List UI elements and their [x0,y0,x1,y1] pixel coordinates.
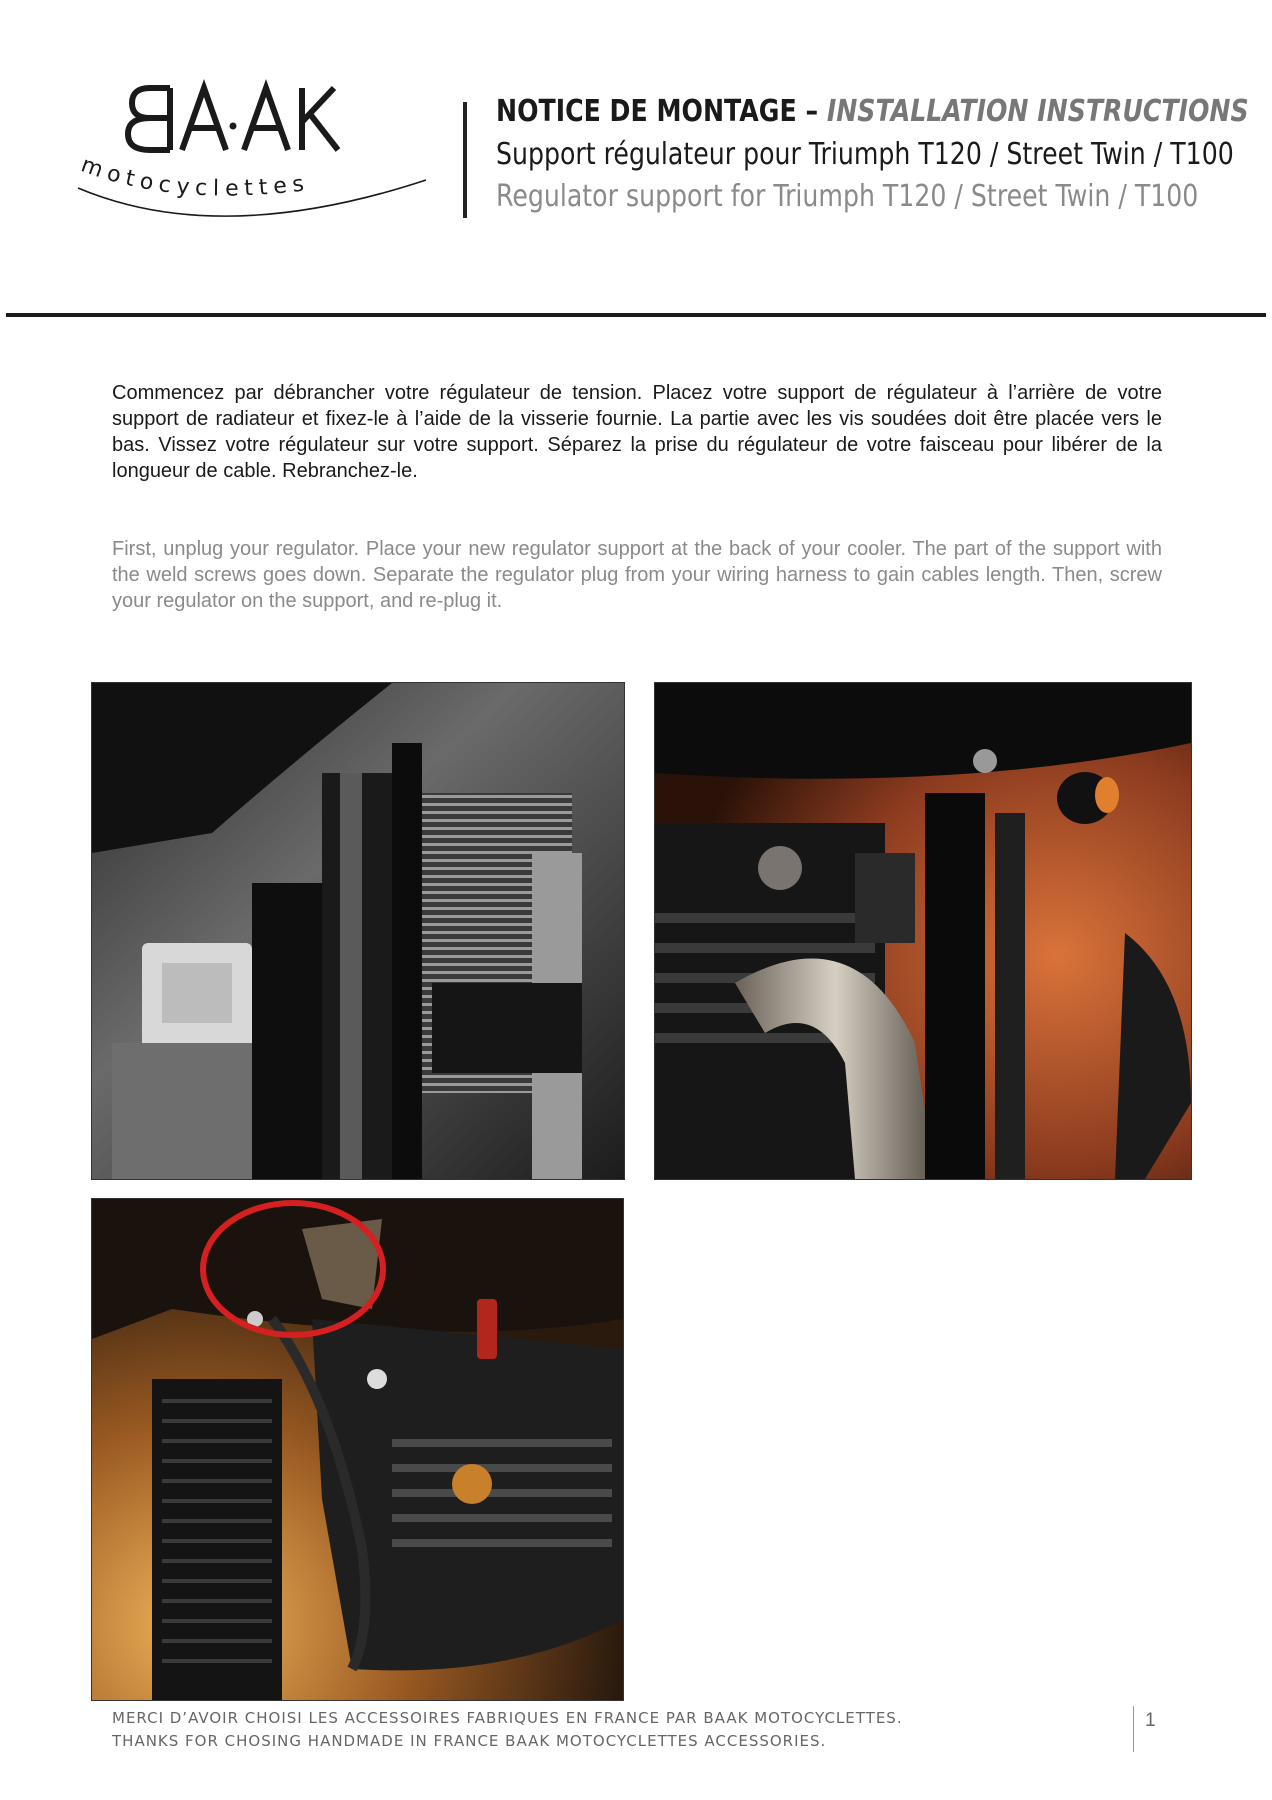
title-english: INSTALLATION INSTRUCTIONS [826,94,1249,129]
footer-thanks [112,1707,903,1753]
photo-regulator-plug-location [91,1198,624,1701]
photo-regulator-bracket-closeup [91,682,625,1180]
instructions-english: First, unplug your regulator. Place your new regulator support at the back of your cooler. The part of the support with the weld screws goes down. Separate the regulator plug from your wiring harness to gain cables length. Then, screw your regulator on the support, and re-plug it. [112,538,1162,612]
subtitle-english: Regulator support for Triumph T120 / Street Twin / T100 [496,179,1199,214]
title-french: NOTICE DE MONTAGE – [496,94,827,129]
footer-line-english: THANKS FOR CHOSING HANDMADE IN FRANCE BAAK MOTOCYCLETTES ACCESSORIES. [112,1732,827,1750]
logo-subtitle: motocyclettes [77,152,312,202]
header-divider [463,102,467,218]
baak-logo [70,78,430,228]
photo-regulator-mounted-side [654,682,1192,1180]
footer-divider [1133,1706,1134,1752]
document-header [496,90,1249,218]
header-rule [6,313,1266,317]
footer-line-french: MERCI D’AVOIR CHOISI LES ACCESSOIRES FABRIQUES EN FRANCE PAR BAAK MOTOCYCLETTES. [112,1709,903,1727]
subtitle-french: Support régulateur pour Triumph T120 / Street Twin / T100 [496,137,1234,172]
page-number: 1 [1145,1710,1156,1731]
baak-logo-graphic [70,78,430,228]
document-title [496,90,1249,134]
instructions-french: Commencez par débrancher votre régulateur de tension. Placez votre support de régulateur à l’arrière de votre support de radiateur et fixez-le à l’aide de la visserie fournie. La partie avec les vis soudées doit être placée vers le bas. Vissez votre régulateur sur votre support. Séparez la prise du régulateur de votre faisceau pour libérer de la longueur de cable. Rebranchez-le. [112,382,1162,482]
